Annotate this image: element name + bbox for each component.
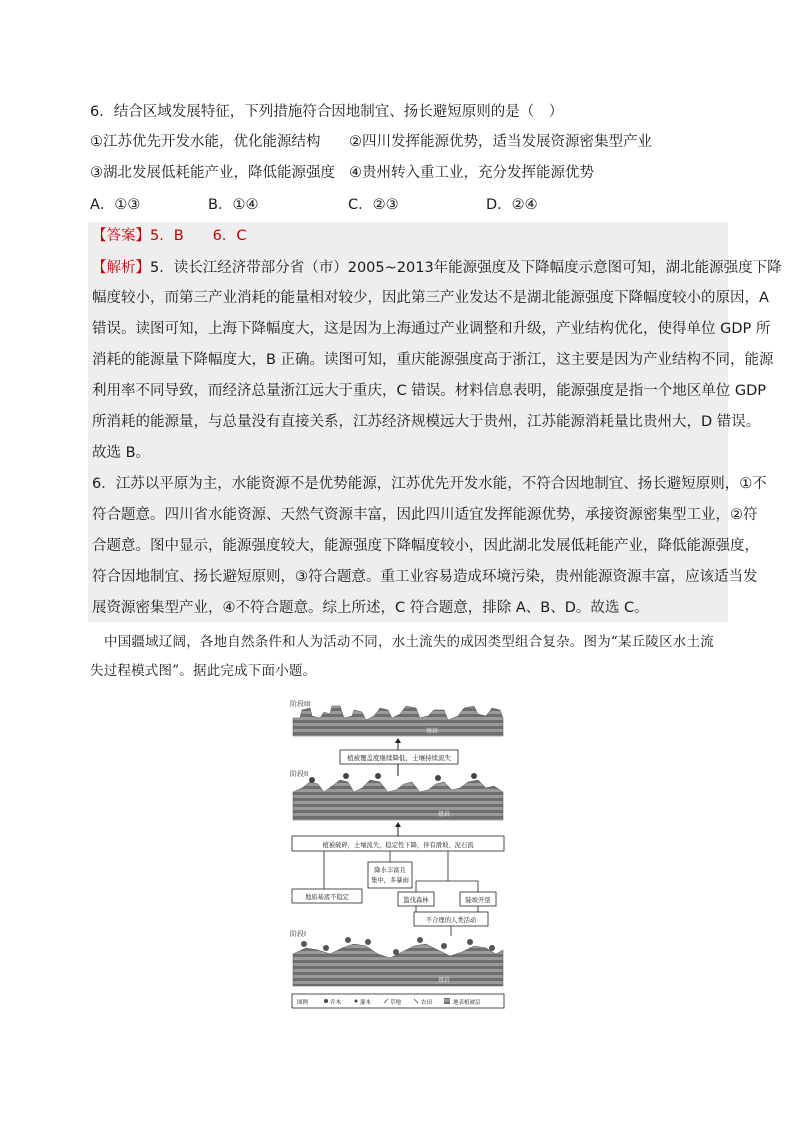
analysis-line-5-2: 幅度较小，而第三产业消耗的能量相对较少，因此第三产业发达不是湖北能源强度下降幅度较小的原因，A <box>92 290 769 306</box>
arrowhead-icon <box>395 738 401 743</box>
box-vegetation-fragmented-text: 植被破碎，土壤流失，稳定性下降，伴有滑坡、泥石流 <box>322 842 474 849</box>
answer-line <box>92 225 247 247</box>
tree-icon <box>375 773 381 779</box>
box-vegetation-decrease-text: 植被覆盖度继续降低，土壤持续流失 <box>347 754 451 762</box>
analysis-label: 【解析】 <box>92 260 150 276</box>
statement-1: ①江苏优先开发水能，优化能源结构 <box>90 134 321 150</box>
legend-item-grass: 草地 <box>390 1000 402 1006</box>
tree-icon <box>365 939 371 945</box>
analysis-line-5-4: 消耗的能源量下降幅度大，B 正确。读图可知，重庆能源强度高于浙江，这主要是因为产业结构不同，能源 <box>92 352 774 368</box>
analysis-line-6-5: 展资源密集型产业，④不符合题意。综上所述，C 符合题意，排除 A、B、D。故选 C。 <box>92 600 649 616</box>
tree-icon <box>301 941 307 947</box>
tree-icon <box>345 937 351 943</box>
analysis-line-6-2: 符合题意。四川省水能资源、天然气资源丰富，因此四川适宜发挥能源优势，承接资源密集型工业，②符 <box>92 507 758 523</box>
box-geology-text: 地质基底不稳定 <box>304 894 350 901</box>
shrub-legend-icon <box>355 1000 358 1003</box>
choice-b: B．①④ <box>208 197 259 213</box>
tree-icon <box>393 949 399 955</box>
statement-2: ②四川发挥能源优势，适当发展资源密集型产业 <box>349 134 652 150</box>
legend-label: 图例 <box>297 1000 309 1006</box>
stage1-label: 阶段I <box>290 930 307 938</box>
answer-analysis-block <box>88 222 782 622</box>
analysis-line-5-7: 故选 B。 <box>92 445 151 461</box>
box-human-activity-text: 不合理的人类活动 <box>425 917 477 924</box>
intro-line-1: 中国疆域辽阔，各地自然条件和人为活动不同，水土流失的成因类型组合复杂。图为“某丘陵区水土流 <box>104 634 714 650</box>
tree-icon <box>467 939 473 945</box>
analysis-line-6-1: 6．江苏以平原为主，水能资源不是优势能源，江苏优先开发水能，不符合因地制宜、扬长避短原则，①不 <box>92 476 767 492</box>
box-slope-farming-text: 陡坡开垦 <box>465 897 491 904</box>
tree-legend-icon <box>324 999 328 1003</box>
analysis-line-5-5: 利用率不同导致，而经济总量浙江远大于重庆，C 错误。材料信息表明，能源强度是指一个地区单位 GDP <box>92 383 766 399</box>
tree-icon <box>309 777 315 783</box>
answer-value: 5．B 6．C <box>150 228 247 244</box>
legend-item-vegetation-layer: 地表植被层 <box>453 1000 481 1006</box>
question-stem: 6．结合区域发展特征，下列措施符合因地制宜、扬长避短原则的是（ ） <box>90 104 564 120</box>
tree-icon <box>417 937 423 943</box>
tree-icon <box>489 945 495 951</box>
answer-label: 【答案】 <box>92 228 150 244</box>
box-rainfall <box>368 862 412 888</box>
choice-d: D．②④ <box>486 197 538 213</box>
stage3-bedrock-label: 基岩 <box>426 728 439 735</box>
arrowhead-icon <box>395 822 401 827</box>
tree-icon <box>471 773 477 779</box>
analysis-line-5-3: 错误。读图可知，上海下降幅度大，这是因为上海通过产业调整和升级，产业结构优化，使得单位 GDP 所 <box>92 321 771 337</box>
tree-icon <box>441 943 447 949</box>
legend-item-farmland: 农田 <box>421 1000 433 1006</box>
stage3-label: 阶段III <box>290 700 311 708</box>
tree-icon <box>343 773 349 779</box>
analysis-line-5-1: 【解析】5．读长江经济带部分省（市）2005~2013年能源强度及下降幅度示意图可知，湖北能源强度下降 <box>92 260 782 276</box>
stage1-bedrock-label: 基岩 <box>438 977 451 984</box>
box-deforestation-text: 滥伐森林 <box>403 897 429 904</box>
legend-item-shrub: 灌木 <box>360 1000 372 1006</box>
stage2-terrain <box>293 780 503 820</box>
tree-icon <box>435 775 441 781</box>
vegetation-layer-legend-icon <box>444 998 450 1004</box>
legend-item-tree: 乔木 <box>330 1000 342 1006</box>
soil-erosion-diagram <box>288 696 510 1012</box>
statement-4: ④贵州转入重工业，充分发挥能源优势 <box>349 165 594 181</box>
box-rainfall-text-2: 集中，多暴雨 <box>371 877 409 884</box>
intro-line-2: 失过程模式图”。据此完成下面小题。 <box>90 663 317 679</box>
statement-3: ③湖北发展低耗能产业，降低能源强度 <box>90 165 335 181</box>
analysis-line-5-6: 所消耗的能源量，与总量没有直接关系，江苏经济规模远大于贵州，江苏能源消耗量比贵州大，D 错误。 <box>92 414 761 430</box>
analysis-line-6-3: 合题意。图中显示，能源强度较大，能源强度下降幅度较小，因此湖北发展低耗能产业，降低能源强度， <box>92 538 759 554</box>
analysis-line-6-4: 符合因地制宜、扬长避短原则，③符合题意。重工业容易造成环境污染，贵州能源资源丰富，应该适当发 <box>92 569 758 585</box>
stage2-label: 阶段II <box>290 770 309 778</box>
tree-icon <box>323 945 329 951</box>
stage3-terrain <box>293 706 503 736</box>
stage2-trees <box>309 773 477 783</box>
choice-a: A．①③ <box>90 197 141 213</box>
stage2-bedrock-label: 基岩 <box>438 811 451 818</box>
choice-c: C．②③ <box>348 197 399 213</box>
box-rainfall-text-1: 降水丰富且 <box>374 867 406 874</box>
